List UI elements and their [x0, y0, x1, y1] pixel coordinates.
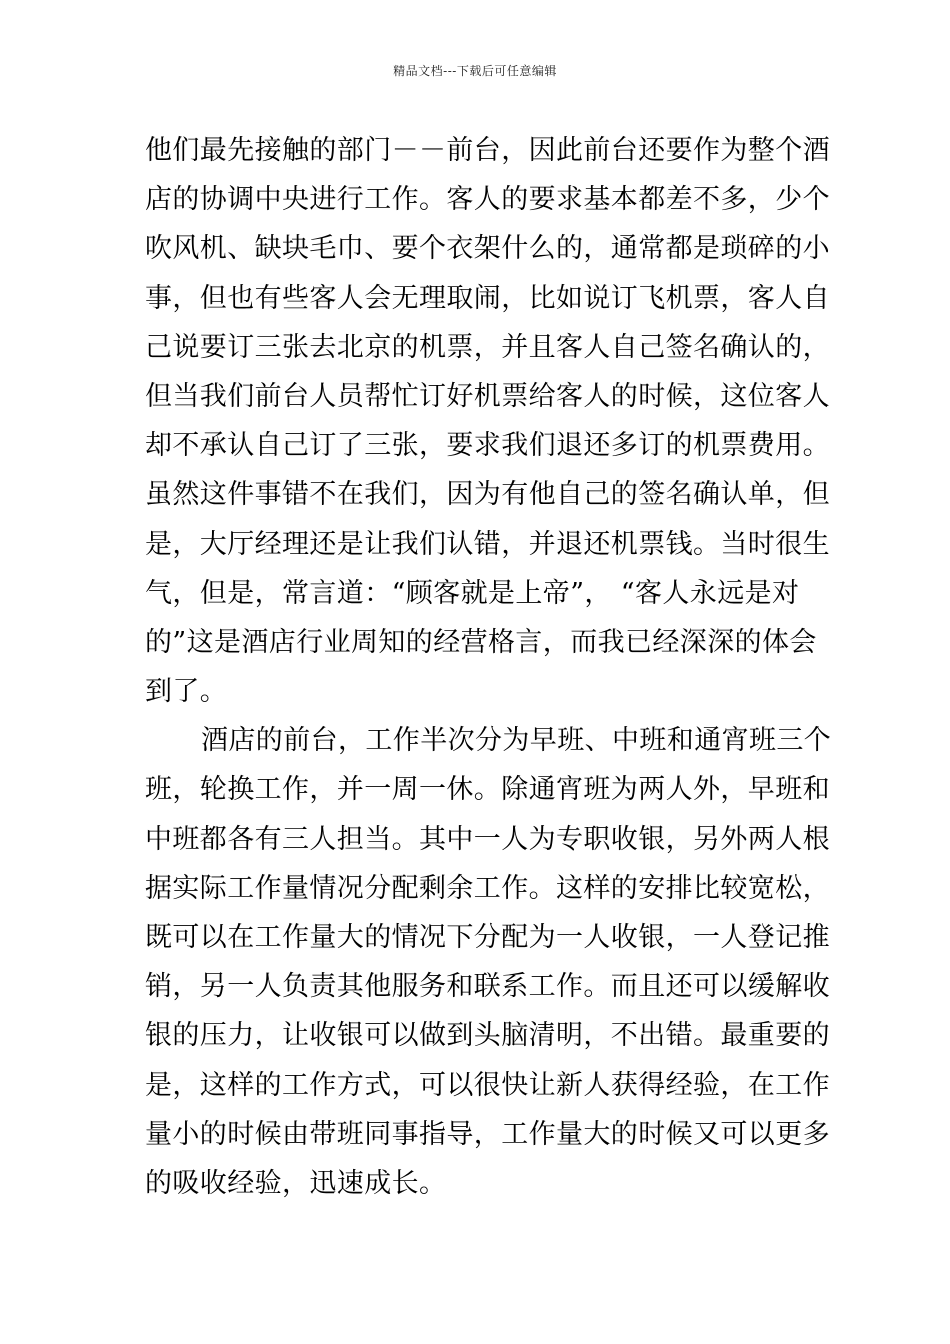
text-line: 既可以在工作量大的情况下分配为一人收银，一人登记推 — [145, 922, 830, 953]
text-line: 的”这是酒店行业周知的经营格言，而我已经深深的体会 — [145, 626, 817, 658]
text-line: 银的压力，让收银可以做到头脑清明，不出错。最重要的 — [145, 1020, 830, 1052]
text-line: 事，但也有些客人会无理取闹，比如说订飞机票，客人自 — [145, 282, 830, 314]
text-line: 吹风机、缺块毛巾、要个衣架什么的，通常都是琐碎的小 — [145, 233, 830, 265]
page-header: 精品文档---下载后可任意编辑 — [393, 64, 557, 78]
text-line: 到了。 — [145, 676, 228, 708]
text-line: 量小的时候由带班同事指导，工作量大的时候又可以更多 — [145, 1118, 830, 1150]
text-line: 销，另一人负责其他服务和联系工作。而且还可以缓解收 — [145, 971, 830, 1003]
text-line: 气，但是，常言道：“顾客就是上帝”， “客人永远是对 — [145, 577, 800, 609]
text-line: 但当我们前台人员帮忙订好机票给客人的时候，这位客人 — [145, 380, 830, 412]
text-line: 店的协调中央进行工作。客人的要求基本都差不多，少个 — [145, 184, 830, 216]
text-line: 中班都各有三人担当。其中一人为专职收银，另外两人根 — [145, 823, 830, 855]
text-line: 虽然这件事错不在我们，因为有他自己的签名确认单，但 — [145, 479, 830, 511]
text-line: 是，这样的工作方式，可以很快让新人获得经验，在工作 — [145, 1069, 830, 1101]
text-line: 是，大厅经理还是让我们认错，并退还机票钱。当时很生 — [145, 528, 830, 560]
text-line: 据实际工作量情况分配剩余工作。这样的安排比较宽松， — [145, 872, 830, 904]
text-line: 却不承认自己订了三张，要求我们退还多订的机票费用。 — [145, 430, 830, 462]
text-line: 班，轮换工作，并一周一休。除通宵班为两人外，早班和 — [145, 774, 830, 806]
paragraph-first-line: 酒店的前台，工作半次分为早班、中班和通宵班三个 — [201, 725, 832, 757]
text-line: 的吸收经验，迅速成长。 — [145, 1167, 447, 1199]
document-body — [145, 126, 832, 1208]
text-line: 己说要订三张去北京的机票，并且客人自己签名确认的， — [145, 331, 830, 363]
text-line: 他们最先接触的部门－－前台，因此前台还要作为整个酒 — [145, 135, 830, 166]
